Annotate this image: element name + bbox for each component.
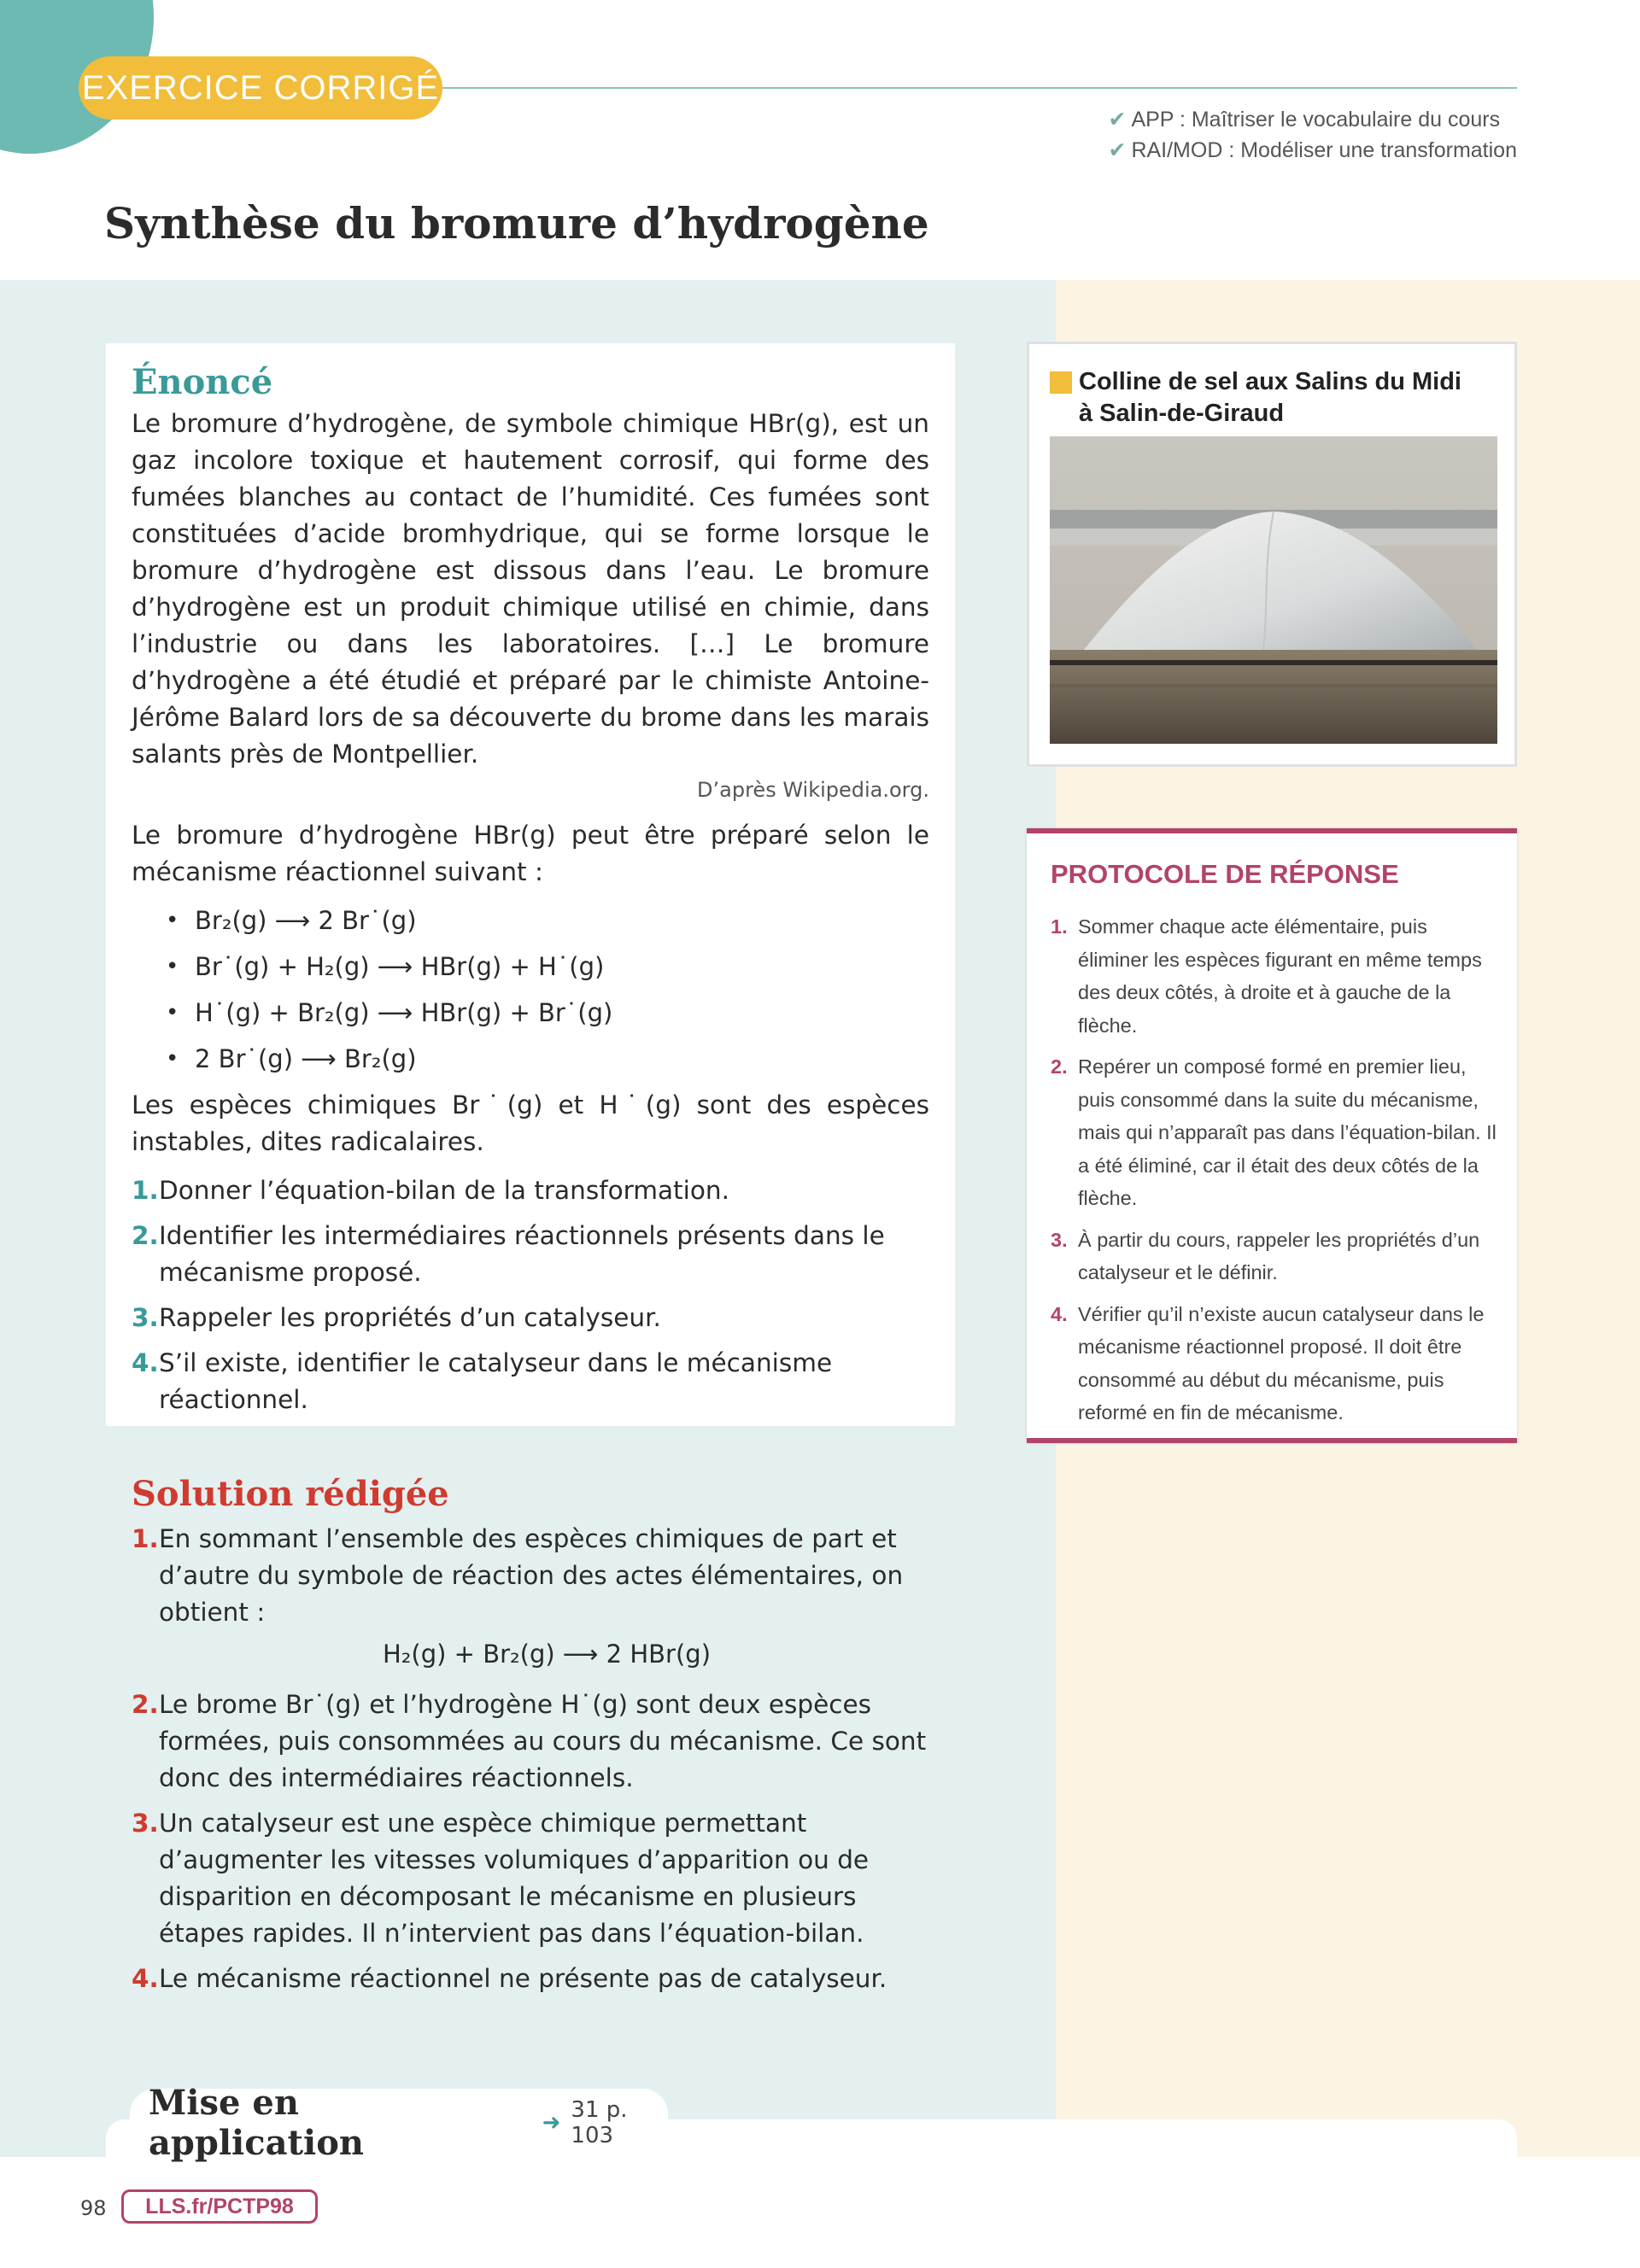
solution-section [132, 1474, 934, 2006]
mechanism-step: • Br₂(g) ⟶ 2 Br˙(g) [166, 897, 929, 944]
skills-list [1108, 104, 1517, 166]
question-item: 1. Donner l’équation-bilan de la transformation. [132, 1176, 729, 1205]
header-rule [442, 87, 1517, 89]
arrow-right-icon: ➜ [542, 2110, 561, 2136]
question-item: 3. Rappeler les propriétés d’un catalyseur. [132, 1303, 661, 1332]
solution-item: 4. Le mécanisme réactionnel ne présente pas de catalyseur. [132, 1964, 887, 1993]
check-icon: ✔ [1108, 108, 1127, 132]
solution-item: 1. En sommant l’ensemble des espèces chimiques de part et d’autre du symbole de réaction des actes élémentaires, on obtient : H₂(g) + Br₂(g) ⟶ 2 HBr(g) [132, 1521, 934, 1678]
mechanism-step: • H˙(g) + Br₂(g) ⟶ HBr(g) + Br˙(g) [166, 990, 929, 1036]
protocole-item: 2. Repérer un composé formé en premier lieu, puis consommé dans la suite du mécanisme, mais qui n’apparaît pas dans l’équation-bilan. Il a été éliminé, car il était des deux côtés de la flèche. [1051, 1055, 1496, 1209]
bullet-icon: • [166, 1000, 179, 1026]
solution-heading: Solution rédigée [132, 1474, 449, 1514]
solution-item: 3. Un catalyseur est une espèce chimique permettant d’augmenter les vitesses volumiques d’apparition ou de disparition en décomposant le mécanisme en plusieurs étapes rapides. Il n’intervient pas dans l’équation-bilan. [132, 1809, 870, 1948]
mechanism-intro: Le bromure d’hydrogène HBr(g) peut être préparé selon le mécanisme réactionnel suivant : [132, 821, 929, 886]
protocole-item: 4. Vérifier qu’il n’existe aucun catalyseur dans le mécanisme réactionnel proposé. Il doit être consommé au début du mécanisme, puis reformé en fin de mécanisme. [1051, 1302, 1485, 1423]
caption-marker-icon [1050, 371, 1072, 394]
page-title: Synthèse du bromure d’hydrogène [104, 198, 929, 248]
application-reference[interactable]: 31 p. 103 [571, 2097, 628, 2148]
salt-hill-photo [1050, 436, 1497, 744]
protocole-item: 3. À partir du cours, rappeler les propriétés d’un catalyseur et le définir. [1051, 1228, 1480, 1283]
balance-equation: H₂(g) + Br₂(g) ⟶ 2 HBr(g) [382, 1640, 712, 1669]
skill-item: ✔ RAI/MOD : Modéliser une transformation [1108, 138, 1517, 162]
page-number: 98 [80, 2196, 107, 2220]
bullet-icon: • [166, 954, 179, 979]
question-item: 2. Identifier les intermédiaires réactionnels présents dans le mécanisme proposé. [132, 1221, 885, 1287]
mechanism-step: • 2 Br˙(g) ⟶ Br₂(g) [166, 1036, 929, 1082]
questions-list [132, 1172, 929, 1418]
photo-caption: Colline de sel aux Salins du Midi à Salin-de-Giraud [1050, 366, 1477, 430]
radicals-note: Les espèces chimiques Br˙(g) et H˙(g) sont des espèces instables, dites radicalaires. [132, 1090, 929, 1156]
bullet-icon: • [166, 1046, 179, 1072]
check-icon: ✔ [1108, 138, 1127, 162]
protocole-heading: PROTOCOLE DE RÉPONSE [1051, 859, 1399, 889]
question-item: 4. S’il existe, identifier le catalyseur dans le mécanisme réactionnel. [132, 1348, 833, 1414]
enonce-heading: Énoncé [132, 362, 273, 402]
enonce-card [106, 343, 955, 1426]
solution-list [132, 1521, 934, 1997]
lls-link[interactable]: LLS.fr/PCTP98 [121, 2189, 318, 2224]
protocole-list [1051, 910, 1496, 1429]
solution-item: 2. Le brome Br˙(g) et l’hydrogène H˙(g) sont deux espèces formées, puis consommées au cours du mécanisme. Ce sont donc des intermédiaires réactionnels. [132, 1690, 927, 1792]
skill-item: ✔ APP : Maîtriser le vocabulaire du cours [1108, 108, 1501, 132]
application-tab [130, 2083, 668, 2163]
photo-card [1027, 342, 1517, 767]
enonce-paragraph: Le bromure d’hydrogène, de symbole chimique HBr(g), est un gaz incolore toxique et hautement corrosif, qui forme des fumées blanches au contact de l’humidité. Ces fumées sont constituées d’acide bromhydrique, qui se forme lorsque le bromure d’hydrogène est dissous dans l’eau. Le bromure d’hydrogène est un produit chimique utilisé en chimie, dans l’industrie ou dans les laboratoires. […] Le bromure d’hydrogène a été étudié et préparé par le chimiste Antoine-Jérôme Balard lors de sa découverte du brome dans les marais salants près de Montpellier. [132, 409, 929, 769]
mechanism-list [132, 897, 929, 1082]
protocole-card [1027, 828, 1517, 1443]
bullet-icon: • [166, 908, 179, 933]
exercise-badge: EXERCICE CORRIGÉ [79, 56, 442, 120]
application-title: Mise en application [149, 2083, 364, 2163]
source-citation: D’après Wikipedia.org. [697, 778, 929, 802]
protocole-item: 1. Sommer chaque acte élémentaire, puis éliminer les espèces figurant en même temps des deux côtés, à droite et à gauche de la flèche. [1051, 915, 1482, 1037]
mechanism-step: • Br˙(g) + H₂(g) ⟶ HBr(g) + H˙(g) [166, 944, 929, 990]
